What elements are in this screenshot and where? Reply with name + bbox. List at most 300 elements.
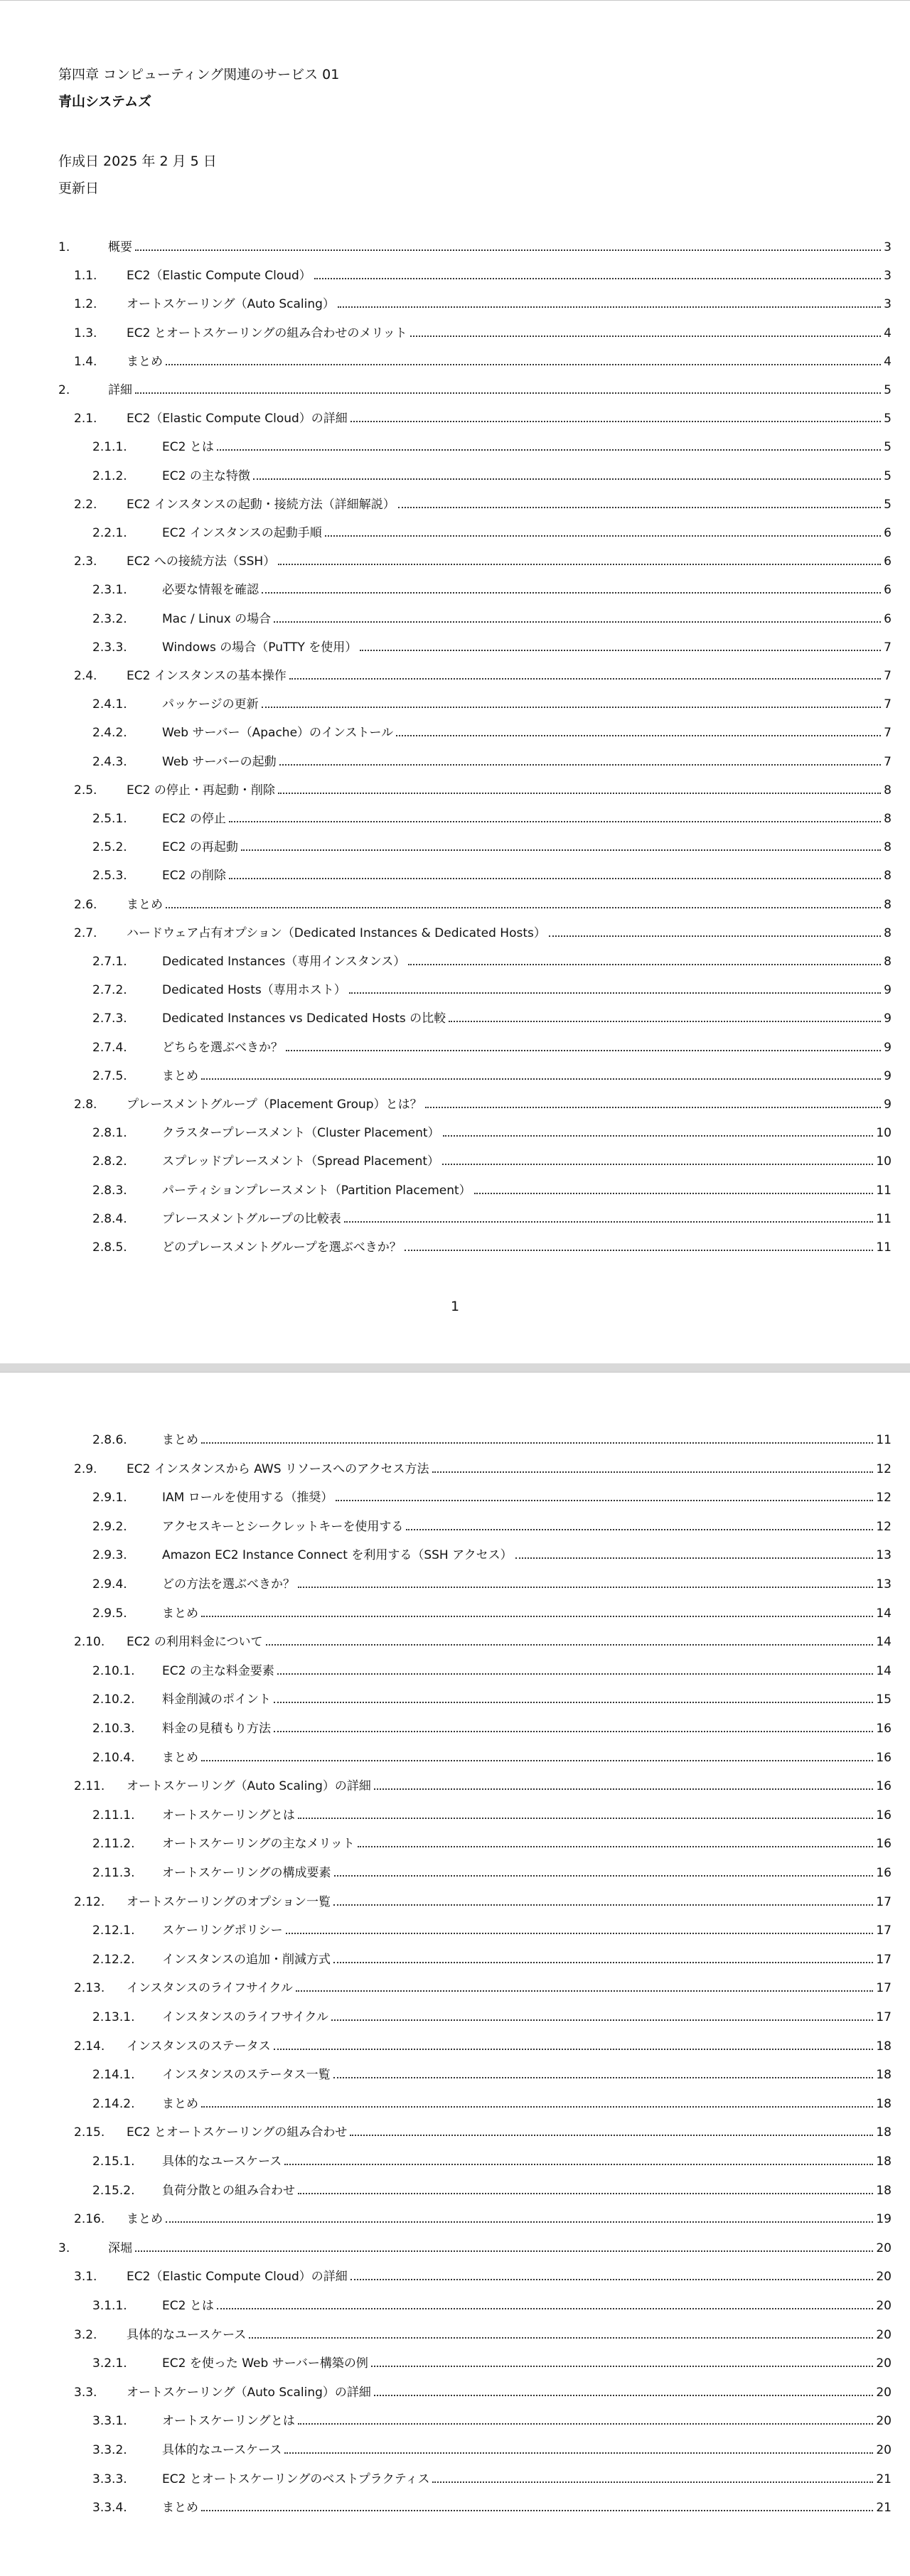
toc-leader-dots bbox=[408, 964, 881, 965]
toc-entry-page-number: 6 bbox=[884, 611, 892, 626]
toc-leader-dots bbox=[298, 2193, 873, 2194]
toc-leader-dots bbox=[286, 1050, 881, 1051]
toc-entry[interactable] bbox=[92, 1208, 892, 1227]
toc-entry[interactable] bbox=[92, 694, 892, 712]
toc-entry-page-number: 16 bbox=[876, 1808, 892, 1823]
toc-entry[interactable] bbox=[92, 2469, 892, 2487]
toc-entry[interactable] bbox=[92, 2410, 892, 2429]
toc-leader-dots bbox=[284, 2164, 873, 2165]
toc-entry-page-number: 21 bbox=[876, 2472, 892, 2486]
toc-entry-page-number: 17 bbox=[876, 1923, 892, 1938]
toc-entry-page-number: 6 bbox=[884, 583, 892, 598]
toc-entry[interactable] bbox=[74, 665, 892, 684]
toc-entry-title: 概要 bbox=[108, 240, 132, 254]
toc-entry-title: 深堀 bbox=[108, 2240, 132, 2255]
toc-leader-dots bbox=[344, 1221, 874, 1223]
toc-leader-dots bbox=[296, 1990, 873, 1992]
toc-entry-number: 1.3. bbox=[74, 326, 97, 340]
toc-entry-title: まとめ bbox=[127, 2212, 163, 2227]
toc-entry-number: 1.4. bbox=[74, 354, 97, 369]
toc-entry-page-number: 16 bbox=[876, 1866, 892, 1880]
toc-entry-number: 3.3.1. bbox=[92, 2414, 127, 2429]
toc-leader-dots bbox=[298, 1818, 874, 1819]
toc-entry-title: EC2 の削除 bbox=[162, 869, 226, 884]
toc-entry-page-number: 17 bbox=[876, 2010, 892, 2024]
toc-entry-title: パーティションプレースメント（Partition Placement） bbox=[162, 1183, 471, 1198]
toc-entry-number: 2.10.4. bbox=[92, 1750, 135, 1765]
toc-entry-page-number: 9 bbox=[884, 983, 892, 998]
toc-entry-page-number: 14 bbox=[876, 1635, 892, 1650]
toc-entry-page-number: 18 bbox=[876, 2068, 892, 2083]
toc-leader-dots bbox=[201, 1078, 881, 1080]
toc-leader-dots bbox=[432, 1471, 874, 1473]
toc-entry[interactable] bbox=[92, 637, 892, 655]
toc-entry-title: EC2 への接続方法（SSH） bbox=[127, 554, 276, 569]
toc-leader-dots bbox=[284, 2452, 873, 2454]
toc-entry-number: 2.4.1. bbox=[92, 697, 127, 712]
toc-leader-dots bbox=[405, 1250, 874, 1251]
toc-leader-dots bbox=[286, 1933, 874, 1934]
toc-leader-dots bbox=[241, 849, 881, 851]
toc-leader-dots bbox=[425, 1107, 882, 1108]
toc-entry-number: 2.3.1. bbox=[92, 583, 127, 598]
toc-leader-dots bbox=[135, 392, 881, 394]
toc-entry-page-number: 7 bbox=[884, 640, 892, 655]
toc-entry-page-number: 18 bbox=[876, 2154, 892, 2169]
toc-entry[interactable] bbox=[74, 294, 892, 312]
toc-leader-dots bbox=[515, 1557, 874, 1559]
toc-entry-title: EC2 の利用料金について bbox=[127, 1635, 263, 1650]
toc-entry-title: オートスケーリングとは bbox=[162, 1808, 295, 1823]
toc-entry-number: 2.14.1. bbox=[92, 2068, 135, 2083]
toc-entry-title: Web サーバー（Apache）のインストール bbox=[162, 726, 394, 741]
toc-entry-number: 3.2.1. bbox=[92, 2356, 127, 2371]
toc-leader-dots bbox=[338, 306, 881, 308]
toc-entry[interactable] bbox=[92, 1516, 892, 1535]
toc-entry-page-number: 17 bbox=[876, 1894, 892, 1909]
toc-entry[interactable] bbox=[92, 808, 892, 827]
toc-entry[interactable] bbox=[92, 1545, 892, 1563]
toc-leader-dots bbox=[201, 2106, 873, 2108]
toc-entry-title: 料金の見積もり方法 bbox=[162, 1722, 271, 1736]
toc-leader-dots bbox=[474, 1193, 874, 1194]
toc-entry[interactable] bbox=[92, 1180, 892, 1198]
toc-entry[interactable] bbox=[74, 2266, 892, 2285]
toc-entry-page-number: 3 bbox=[884, 297, 892, 312]
toc-entry[interactable] bbox=[74, 2382, 892, 2400]
toc-entry[interactable] bbox=[92, 2295, 892, 2314]
toc-entry-number: 2.12.2. bbox=[92, 1952, 135, 1967]
toc-leader-dots bbox=[443, 1135, 874, 1137]
toc-entry[interactable] bbox=[92, 436, 892, 455]
toc-leader-dots bbox=[336, 1500, 873, 1501]
toc-entry-page-number: 11 bbox=[876, 1433, 892, 1447]
toc-entry-page-number: 16 bbox=[876, 1750, 892, 1765]
toc-entry-title: Windows の場合（PuTTY を使用） bbox=[162, 640, 358, 655]
toc-entry[interactable] bbox=[92, 2064, 892, 2083]
toc-entry-page-number: 4 bbox=[884, 326, 892, 340]
toc-entry-number: 2.9.3. bbox=[92, 1548, 127, 1563]
toc-leader-dots bbox=[262, 707, 882, 708]
toc-leader-dots bbox=[333, 1904, 873, 1906]
toc-entry-page-number: 21 bbox=[876, 2501, 892, 2516]
toc-entry-number: 2.8.2. bbox=[92, 1154, 127, 1169]
toc-entry-number: 1. bbox=[58, 240, 70, 254]
toc-leader-dots bbox=[217, 2308, 874, 2309]
toc-entry-page-number: 18 bbox=[876, 2096, 892, 2111]
toc-entry-number: 2. bbox=[58, 383, 70, 397]
toc-entry-title: インスタンスのステータス bbox=[127, 2039, 271, 2054]
toc-entry-number: 3. bbox=[58, 2240, 70, 2255]
toc-entry-page-number: 14 bbox=[876, 1606, 892, 1621]
toc-entry-number: 2.10.1. bbox=[92, 1663, 135, 1678]
toc-leader-dots bbox=[549, 935, 881, 937]
toc-entry[interactable] bbox=[92, 2093, 892, 2112]
toc-entry-page-number: 8 bbox=[884, 869, 892, 884]
toc-entry-page-number: 18 bbox=[876, 2125, 892, 2140]
toc-entry-number: 2.14.2. bbox=[92, 2096, 135, 2111]
toc-entry-number: 2.4.2. bbox=[92, 726, 127, 741]
toc-entry[interactable] bbox=[58, 380, 892, 398]
toc-entry-title: スケーリングポリシー bbox=[162, 1923, 283, 1938]
toc-entry[interactable] bbox=[74, 351, 892, 370]
toc-entry-number: 2.9.5. bbox=[92, 1606, 127, 1621]
toc-entry[interactable] bbox=[92, 2497, 892, 2516]
toc-entry[interactable] bbox=[92, 751, 892, 770]
toc-entry-page-number: 5 bbox=[884, 383, 892, 397]
toc-entry-page-number: 15 bbox=[876, 1692, 892, 1707]
toc-entry-page-number: 13 bbox=[876, 1548, 892, 1563]
toc-entry-page-number: 16 bbox=[876, 1779, 892, 1794]
toc-entry-number: 2.10. bbox=[74, 1635, 105, 1650]
toc-entry-title: プレースメントグループ（Placement Group）とは？ bbox=[127, 1098, 422, 1112]
toc-entry[interactable] bbox=[92, 2007, 892, 2025]
toc-entry-title: インスタンスのライフサイクル bbox=[162, 2010, 328, 2024]
toc-entry[interactable] bbox=[92, 1805, 892, 1823]
toc-entry-title: 具体的なユースケース bbox=[162, 2443, 282, 2457]
toc-entry-number: 2.4. bbox=[74, 669, 97, 683]
toc-entry-page-number: 9 bbox=[884, 1098, 892, 1112]
toc-entry[interactable] bbox=[74, 2036, 892, 2054]
toc-leader-dots bbox=[358, 1846, 874, 1847]
toc-entry-page-number: 11 bbox=[876, 1240, 892, 1255]
toc-leader-dots bbox=[279, 764, 882, 766]
toc-entry-page-number: 8 bbox=[884, 840, 892, 855]
toc-entry-number: 3.1. bbox=[74, 2270, 97, 2285]
toc-entry-number: 2.9.4. bbox=[92, 1577, 127, 1592]
toc-entry-page-number: 20 bbox=[876, 2356, 892, 2371]
toc-entry-page-number: 7 bbox=[884, 669, 892, 683]
toc-entry-number: 2.3.2. bbox=[92, 611, 127, 626]
toc-leader-dots bbox=[166, 364, 881, 365]
toc-entry-page-number: 12 bbox=[876, 1491, 892, 1506]
toc-entry[interactable] bbox=[74, 1094, 892, 1112]
toc-leader-dots bbox=[350, 421, 881, 422]
toc-entry[interactable] bbox=[74, 1977, 892, 1996]
toc-entry[interactable] bbox=[92, 608, 892, 627]
toc-entry-title: Dedicated Instances（専用インスタンス） bbox=[162, 955, 406, 969]
toc-entry-page-number: 16 bbox=[876, 1722, 892, 1736]
toc-entry-page-number: 8 bbox=[884, 897, 892, 912]
toc-entry-number: 2.9.1. bbox=[92, 1491, 127, 1506]
toc-entry[interactable] bbox=[74, 408, 892, 426]
toc-entry[interactable] bbox=[92, 1862, 892, 1881]
toc-entry-title: どのプレースメントグループを選ぶべきか？ bbox=[162, 1240, 402, 1255]
toc-entry-number: 2.7.3. bbox=[92, 1011, 127, 1026]
toc-entry[interactable] bbox=[74, 780, 892, 798]
toc-entry[interactable] bbox=[92, 2353, 892, 2371]
toc-entry-page-number: 13 bbox=[876, 1577, 892, 1592]
toc-entry[interactable] bbox=[92, 951, 892, 970]
toc-entry-number: 2.7. bbox=[74, 925, 97, 940]
toc-leader-dots bbox=[274, 1702, 873, 1703]
toc-entry-title: EC2 の停止・再起動・削除 bbox=[127, 783, 275, 798]
toc-entry[interactable] bbox=[74, 551, 892, 569]
toc-entry-page-number: 8 bbox=[884, 955, 892, 969]
toc-entry[interactable] bbox=[74, 2209, 892, 2227]
toc-entry[interactable] bbox=[92, 579, 892, 598]
toc-entry[interactable] bbox=[92, 2440, 892, 2458]
toc-leader-dots bbox=[135, 249, 881, 251]
toc-entry-number: 2.15.1. bbox=[92, 2154, 135, 2169]
toc-entry-number: 2.8. bbox=[74, 1098, 97, 1112]
toc-entry-number: 2.3. bbox=[74, 554, 97, 569]
toc-entry[interactable] bbox=[74, 2324, 892, 2343]
toc-leader-dots bbox=[449, 1021, 881, 1022]
toc-entry-title: パッケージの更新 bbox=[162, 697, 259, 712]
toc-entry[interactable] bbox=[92, 1603, 892, 1621]
toc-entry[interactable] bbox=[74, 1776, 892, 1794]
toc-leader-dots bbox=[298, 2423, 874, 2425]
toc-entry-title: EC2 の主な料金要素 bbox=[162, 1663, 274, 1678]
toc-entry-page-number: 18 bbox=[876, 2183, 892, 2198]
toc-entry-number: 2.12.1. bbox=[92, 1923, 135, 1938]
toc-entry[interactable] bbox=[74, 323, 892, 341]
toc-leader-dots bbox=[274, 621, 881, 623]
page-number: 1 bbox=[450, 1299, 460, 1314]
toc-entry-page-number: 6 bbox=[884, 554, 892, 569]
toc-entry-page-number: 3 bbox=[884, 269, 892, 284]
toc-entry-title: EC2（Elastic Compute Cloud） bbox=[127, 269, 311, 284]
toc-entry-number: 2.15. bbox=[74, 2125, 105, 2140]
toc-leader-dots bbox=[333, 1962, 873, 1963]
updated-date: 更新日 bbox=[58, 181, 100, 196]
toc-entry[interactable] bbox=[92, 1429, 892, 1448]
toc-entry[interactable] bbox=[92, 722, 892, 741]
toc-entry-number: 2.5.2. bbox=[92, 840, 127, 855]
toc-entry[interactable] bbox=[92, 522, 892, 541]
toc-leader-dots bbox=[135, 2250, 873, 2252]
toc-entry-title: Dedicated Instances vs Dedicated Hosts の比較 bbox=[162, 1011, 446, 1026]
toc-entry-title: まとめ bbox=[162, 2501, 198, 2516]
toc-entry-title: まとめ bbox=[162, 1433, 198, 1447]
toc-entry[interactable] bbox=[92, 837, 892, 855]
toc-entry-title: インスタンスの追加・削減方式 bbox=[162, 1952, 331, 1967]
toc-leader-dots bbox=[166, 2221, 873, 2223]
toc-entry[interactable] bbox=[58, 2238, 892, 2256]
toc-leader-dots bbox=[314, 278, 881, 279]
toc-entry[interactable] bbox=[92, 1066, 892, 1084]
toc-entry-title: IAM ロールを使用する（推奨） bbox=[162, 1491, 333, 1506]
toc-entry-number: 3.1.1. bbox=[92, 2299, 127, 2313]
toc-entry-title: EC2 とオートスケーリングの組み合わせ bbox=[127, 2125, 348, 2140]
toc-entry-title: オートスケーリングのオプション一覧 bbox=[127, 1894, 331, 1909]
toc-entry[interactable] bbox=[92, 1718, 892, 1737]
toc-entry-number: 3.3.4. bbox=[92, 2501, 127, 2516]
toc-entry[interactable] bbox=[74, 1459, 892, 1477]
toc-entry-page-number: 6 bbox=[884, 526, 892, 540]
toc-entry-title: EC2 とオートスケーリングのベストプラクティス bbox=[162, 2472, 430, 2486]
toc-entry-number: 2.8.6. bbox=[92, 1433, 127, 1447]
toc-entry-number: 2.11. bbox=[74, 1779, 105, 1794]
toc-leader-dots bbox=[166, 907, 881, 908]
toc-entry-title: Web サーバーの起動 bbox=[162, 754, 277, 769]
toc-entry[interactable] bbox=[92, 1949, 892, 1968]
toc-entry-number: 2.11.1. bbox=[92, 1808, 135, 1823]
toc-entry-title: EC2 インスタンスの起動・接続方法（詳細解説） bbox=[127, 497, 395, 512]
toc-entry-number: 2.14. bbox=[74, 2039, 105, 2054]
toc-leader-dots bbox=[266, 1644, 874, 1646]
toc-entry-page-number: 14 bbox=[876, 1663, 892, 1678]
toc-entry-page-number: 3 bbox=[884, 240, 892, 254]
toc-entry[interactable] bbox=[92, 1237, 892, 1255]
toc-entry[interactable] bbox=[74, 1891, 892, 1910]
toc-entry[interactable] bbox=[92, 2151, 892, 2169]
toc-entry-title: まとめ bbox=[162, 1750, 198, 1765]
toc-entry-title: オートスケーリングとは bbox=[162, 2414, 295, 2429]
toc-entry-title: EC2 の停止 bbox=[162, 812, 226, 826]
toc-entry[interactable] bbox=[92, 2180, 892, 2199]
toc-entry-number: 2.2.1. bbox=[92, 526, 127, 540]
toc-entry-page-number: 10 bbox=[876, 1126, 892, 1141]
toc-entry-title: EC2 とオートスケーリングの組み合わせのメリット bbox=[127, 326, 407, 340]
toc-entry[interactable] bbox=[58, 237, 892, 255]
toc-entry-title: どの方法を選ぶべきか？ bbox=[162, 1577, 295, 1592]
toc-leader-dots bbox=[396, 735, 881, 736]
toc-entry[interactable] bbox=[92, 1747, 892, 1766]
toc-entry-page-number: 19 bbox=[876, 2212, 892, 2227]
company-name: 青山システムズ bbox=[58, 94, 152, 109]
toc-leader-dots bbox=[331, 2019, 873, 2021]
toc-leader-dots bbox=[201, 1760, 873, 1761]
toc-entry-title: オートスケーリングの主なメリット bbox=[162, 1837, 355, 1852]
toc-entry[interactable] bbox=[92, 1122, 892, 1141]
toc-entry-title: まとめ bbox=[127, 354, 163, 369]
toc-leader-dots bbox=[262, 592, 881, 594]
toc-entry-number: 2.7.1. bbox=[92, 955, 127, 969]
toc-entry[interactable] bbox=[74, 923, 892, 941]
toc-leader-dots bbox=[333, 2077, 874, 2078]
toc-entry-number: 2.13. bbox=[74, 1981, 105, 1996]
toc-entry[interactable] bbox=[92, 1008, 892, 1026]
toc-entry-page-number: 8 bbox=[884, 783, 892, 798]
toc-entry-page-number: 7 bbox=[884, 726, 892, 741]
toc-entry[interactable] bbox=[92, 466, 892, 484]
toc-entry-page-number: 18 bbox=[876, 2039, 892, 2054]
toc-entry-number: 2.6. bbox=[74, 897, 97, 912]
toc-entry-number: 2.2. bbox=[74, 497, 97, 512]
toc-entry-number: 2.5.1. bbox=[92, 812, 127, 826]
toc-leader-dots bbox=[298, 1587, 873, 1588]
toc-entry-number: 2.12. bbox=[74, 1894, 105, 1909]
toc-leader-dots bbox=[360, 650, 881, 651]
toc-leader-dots bbox=[398, 507, 881, 508]
toc-entry-page-number: 11 bbox=[876, 1211, 892, 1226]
toc-entry-number: 2.16. bbox=[74, 2212, 105, 2227]
toc-entry[interactable] bbox=[92, 1689, 892, 1707]
toc-leader-dots bbox=[217, 449, 881, 451]
toc-entry[interactable] bbox=[92, 1920, 892, 1938]
toc-entry-number: 2.15.2. bbox=[92, 2183, 135, 2198]
toc-entry-page-number: 9 bbox=[884, 1068, 892, 1083]
toc-entry-title: どちらを選ぶべきか？ bbox=[162, 1040, 283, 1055]
toc-entry-number: 2.1.2. bbox=[92, 468, 127, 483]
toc-entry-title: Amazon EC2 Instance Connect を利用する（SSH アクセス） bbox=[162, 1548, 513, 1563]
toc-entry-title: オートスケーリング（Auto Scaling）の詳細 bbox=[127, 1779, 371, 1794]
toc-entry-number: 2.1. bbox=[74, 412, 97, 426]
toc-entry-title: 具体的なユースケース bbox=[162, 2154, 282, 2169]
toc-leader-dots bbox=[278, 793, 881, 794]
toc-entry-title: EC2 とは bbox=[162, 2299, 214, 2313]
toc-entry[interactable] bbox=[92, 1487, 892, 1506]
toc-entry-number: 1.1. bbox=[74, 269, 97, 284]
toc-leader-dots bbox=[274, 2049, 874, 2050]
toc-entry[interactable] bbox=[92, 980, 892, 998]
toc-entry-title: スプレッドプレースメント（Spread Placement） bbox=[162, 1154, 440, 1169]
toc-entry[interactable] bbox=[92, 1574, 892, 1592]
toc-leader-dots bbox=[201, 1442, 873, 1444]
toc-entry-title: オートスケーリング（Auto Scaling）の詳細 bbox=[127, 2385, 371, 2400]
toc-entry-title: クラスタープレースメント（Cluster Placement） bbox=[162, 1126, 440, 1141]
toc-entry[interactable] bbox=[74, 494, 892, 512]
toc-entry[interactable] bbox=[92, 1833, 892, 1852]
toc-entry[interactable] bbox=[92, 1037, 892, 1056]
toc-entry[interactable] bbox=[74, 1631, 892, 1650]
toc-entry[interactable] bbox=[74, 894, 892, 913]
toc-entry-title: まとめ bbox=[162, 1068, 198, 1083]
toc-entry-title: EC2 インスタンスの起動手順 bbox=[162, 526, 322, 540]
toc-leader-dots bbox=[277, 1673, 874, 1675]
toc-entry[interactable] bbox=[74, 265, 892, 284]
toc-entry[interactable] bbox=[74, 2122, 892, 2140]
toc-leader-dots bbox=[229, 821, 881, 822]
toc-entry[interactable] bbox=[92, 1660, 892, 1679]
toc-entry[interactable] bbox=[92, 1151, 892, 1169]
toc-entry-page-number: 4 bbox=[884, 354, 892, 369]
toc-entry-number: 2.8.3. bbox=[92, 1183, 127, 1198]
toc-entry-number: 2.5. bbox=[74, 783, 97, 798]
toc-entry-title: まとめ bbox=[162, 1606, 198, 1621]
toc-entry-page-number: 20 bbox=[876, 2443, 892, 2457]
toc-entry[interactable] bbox=[92, 865, 892, 884]
toc-entry-number: 2.10.2. bbox=[92, 1692, 135, 1707]
toc-entry-title: まとめ bbox=[162, 2096, 198, 2111]
toc-entry-number: 2.1.1. bbox=[92, 440, 127, 455]
toc-entry-page-number: 8 bbox=[884, 925, 892, 940]
toc-entry-title: 料金削減のポイント bbox=[162, 1692, 271, 1707]
toc-entry-title: 負荷分散との組み合わせ bbox=[162, 2183, 295, 2198]
toc-entry-page-number: 20 bbox=[876, 2299, 892, 2313]
toc-entry-title: オートスケーリングの構成要素 bbox=[162, 1866, 331, 1880]
toc-leader-dots bbox=[334, 1875, 874, 1877]
toc-entry-page-number: 9 bbox=[884, 1040, 892, 1055]
toc-entry-number: 2.4.3. bbox=[92, 754, 127, 769]
toc-leader-dots bbox=[350, 2135, 873, 2136]
toc-entry-page-number: 12 bbox=[876, 1461, 892, 1476]
toc-entry-number: 2.8.5. bbox=[92, 1240, 127, 1255]
toc-entry-number: 2.7.5. bbox=[92, 1068, 127, 1083]
toc-entry-page-number: 20 bbox=[876, 2327, 892, 2342]
